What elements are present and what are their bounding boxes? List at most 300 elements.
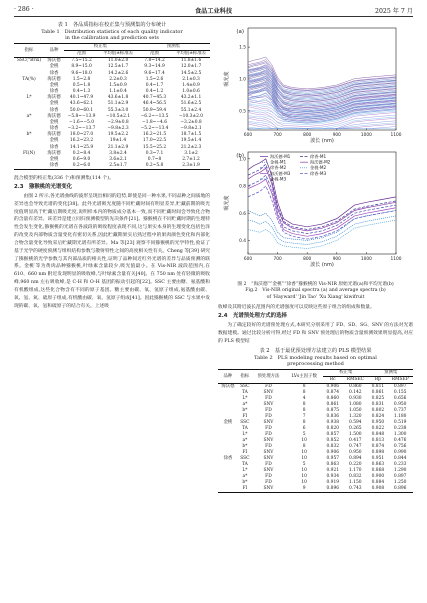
table-cell: −6.2~−13.5 <box>140 113 169 119</box>
table-cell: 50.0~60.1 <box>69 107 94 113</box>
panel-a-frame <box>248 28 396 130</box>
table-cell: 0.155 <box>393 390 407 396</box>
right-text <box>218 304 413 345</box>
table-cell: 徐香 <box>49 144 59 150</box>
table-cell: SSC <box>240 420 250 426</box>
table-cell: 0.813 <box>371 437 385 443</box>
table-cell: 3.6±2.1 <box>109 156 127 162</box>
table-cell: 1.050 <box>349 408 362 414</box>
table-cell: SSC <box>240 455 250 461</box>
table-cell: FD <box>265 443 272 449</box>
header-rule <box>14 16 413 17</box>
mean-spectrum-line <box>248 179 396 236</box>
table-row <box>14 58 210 65</box>
x-tick-label: 900 <box>332 257 341 262</box>
table-cell: 0.3~7.1 <box>145 150 164 156</box>
legend-label: 徐香-M1 <box>310 154 327 159</box>
table2-head-cal: 校正集 <box>323 370 368 377</box>
table-cell: 21.2±2.3 <box>180 144 202 150</box>
table-cell: 1.290 <box>393 467 407 473</box>
paragraph: 混合模型的校正集(336 个)和预测集(114 个)。 <box>14 176 114 182</box>
table-cell: 0.857 <box>326 431 340 437</box>
table-cell: 11.8±1.6 <box>180 58 202 64</box>
table-cell: L* <box>242 467 248 473</box>
table-cell: 金桃 <box>49 101 59 107</box>
table-cell: 金桃 <box>49 156 59 162</box>
table-cell: b* <box>26 132 32 138</box>
table-row <box>14 163 210 170</box>
table-cell: 1.4±0.9 <box>182 82 200 88</box>
x-tick-label: 1100 <box>390 257 402 262</box>
x-tick-label: 1000 <box>360 257 372 262</box>
table-row <box>218 486 413 492</box>
table-cell: 11.0±2.0 <box>107 58 129 64</box>
table2-head-pre: 预处理方法 <box>257 373 280 379</box>
table1-head-variety: 品种 <box>49 47 59 53</box>
table1-head-range: 范围 <box>150 51 159 57</box>
legend-label: 海沃德-M1 <box>270 154 291 159</box>
y-tick-label: 0.6 <box>239 211 246 217</box>
y-tick-label: 1.5 <box>239 45 246 51</box>
table-cell: 1.170 <box>349 467 362 473</box>
table-cell: 17.0~22.5 <box>142 138 167 144</box>
table2-head-lvs: LVs主因子数 <box>291 373 317 379</box>
table-cell: FD <box>265 414 272 420</box>
table-cell: 0.2~5.8 <box>145 162 164 168</box>
panel-a-ylabel: 吸光度 <box>224 71 230 87</box>
page-number: · 286 · <box>14 6 34 13</box>
table-cell: 0.656 <box>393 396 407 402</box>
table-cell: a* <box>242 473 248 479</box>
table1-head-index: 指标 <box>24 47 34 53</box>
table-cell: 0.860 <box>326 396 340 402</box>
table2-body <box>218 384 413 492</box>
table-cell: SNV <box>263 402 274 408</box>
table-cell: 40.7~45.3 <box>142 95 167 101</box>
table-cell: 5 <box>302 461 306 467</box>
legend-label: 金桃-M1 <box>270 159 287 165</box>
table-cell: 0.2~6.0 <box>72 162 91 168</box>
table-cell: 0.4~1.7 <box>145 82 164 88</box>
table2-title-cn: 表 2 基于最优预处理方法建立的 PLS 模型结果 <box>259 348 372 355</box>
table-cell: 1.150 <box>349 479 362 485</box>
table2-head-index: 指标 <box>240 373 250 379</box>
table1-title-en1: Table 1 Distribution statistics of each quality indicator <box>41 28 183 35</box>
table-cell: FD <box>265 426 272 432</box>
table-cell: −1.6~−5.0 <box>69 119 95 125</box>
table-cell: b* <box>242 408 248 414</box>
table-cell: 1.5~2.8 <box>72 76 91 82</box>
table-cell: 0.747 <box>349 443 362 449</box>
table1-head-range: 范围 <box>77 51 86 57</box>
table-cell: 1.250 <box>393 479 407 485</box>
table1-head-pred: 预测集 <box>137 44 210 51</box>
table-cell: 1.5~2.6 <box>145 76 164 82</box>
table-cell: 金桃 <box>223 420 233 426</box>
table-cell: 徐香 <box>49 107 59 113</box>
table-cell: 51.6±2.5 <box>180 101 202 107</box>
mean-spectrum-line <box>248 210 396 240</box>
table-cell: 7.5~15.2 <box>71 58 92 64</box>
table-cell: SSC(°Brix) <box>16 58 42 64</box>
table-cell: 1.500 <box>349 431 362 437</box>
table2 <box>218 369 413 492</box>
table-cell: 0.852 <box>326 437 340 443</box>
table2-head-rmsep: RMSEP <box>391 377 409 383</box>
table-cell: 40.1~47.9 <box>69 95 94 101</box>
mean-spectrum-line <box>248 216 396 245</box>
table-cell: 徐香 <box>223 455 233 461</box>
table-cell: 46.4~56.5 <box>142 101 167 107</box>
table-cell: −9.8±2.3 <box>107 126 129 132</box>
table-cell: 0.811 <box>371 384 385 390</box>
table-cell: 14.2±2.6 <box>107 70 129 76</box>
table-cell: 55.1±2.4 <box>180 107 202 113</box>
table-cell: 0.951 <box>371 455 385 461</box>
table-cell: TA <box>241 390 248 396</box>
table-cell: 43.2±1.1 <box>180 95 202 101</box>
table-cell: 金桃 <box>49 119 59 125</box>
table-cell: 14.1~25.9 <box>69 144 94 150</box>
legend-label: 徐香-M3 <box>310 170 327 176</box>
table-cell: −5.8~−13.9 <box>67 113 96 119</box>
y-tick-label: 1.0 <box>239 157 246 163</box>
table-cell: −1.8~−4.6 <box>142 119 168 125</box>
table-cell: 10 <box>301 455 307 461</box>
section-heading-2-3: 2.3 猕猴桃的光谱变化 <box>14 183 73 190</box>
table-cell: 0.4~1.3 <box>72 89 91 95</box>
right-column <box>218 22 413 493</box>
x-tick-label: 800 <box>303 133 312 138</box>
table-cell: 0.4~1.2 <box>145 89 164 95</box>
table-cell: 0.896 <box>326 485 340 491</box>
table2-title-en2: preprocessing method <box>287 361 344 368</box>
table-cell: 9.6~18.0 <box>71 70 92 76</box>
table-cell: a* <box>26 113 32 119</box>
table-cell: FI <box>242 449 248 455</box>
table-cell: 徐香 <box>49 70 59 76</box>
table-cell: 0.756 <box>393 443 407 449</box>
table-cell: FD <box>265 396 272 402</box>
table-cell: 0.921 <box>326 467 340 473</box>
table-cell: 0.802 <box>371 408 385 414</box>
table-cell: 7.8~14.2 <box>144 58 165 64</box>
table-cell: TA(%) <box>22 76 36 82</box>
table-cell: FD <box>265 384 272 390</box>
table-cell: SNV <box>263 449 274 455</box>
table-cell: 18.0~27.0 <box>69 132 94 138</box>
table-cell: 0.863 <box>326 461 340 467</box>
table-cell: 10 <box>301 449 307 455</box>
table-cell: 徐香 <box>49 89 59 95</box>
table1-title-en2: in the calibration and prediction sets <box>65 34 159 41</box>
table-cell: SNV <box>263 390 274 396</box>
table-cell: 10 <box>301 473 307 479</box>
table-cell: 海沃德 <box>47 113 61 119</box>
paragraph: 由图 2 所示,各光谱曲线的波形呈现出相同的趋势,即使是同一种水果,不同品种之间质地的差异也会导致光谱的变化[38]。此外光谱吸光度随不同贮藏时间有明显差异,贮藏前期的吸光度值明显高于贮藏后期吸光度,说明样本内的物质成分基本一致,而不同贮藏时间会导致化合物的含量有差异。该差异是建立同归预测模型的先决条件[21]。猕猴桃在不同贮藏时期的生理特性会发生变化,猕猴桃的光谱在各波段的吸收程度表现不同,这与果实本身的生理变化包括色泽的改变及内部物质含量变化有密切关系,因此贮藏期果实后熟过程中的果肉颜色变化和内部化合物含量变化导致采后贮藏期光谱有所差异。Ma 等[23] 观察不同猕猴桃的光学特性,验证了基于光学的硬度预测与组织结构参数与散射特性之间的高度相关性有关。Cheng 等[39] 研究了猕猴桃的光学参数与其内部品质的相关性,证明了品种间近红外光谱的差异与品质预测的联系。金桃′等为黄肉品种猕猴桃,叶绿素含量较少,吸光值最小。在 Vis-NIR 波段范围内,在 610、660 nm 附近发现明显的吸收峰,与叶绿素含量有关[40]。在 750 nm 处有轻微的吸收峰,960 nm 左右吸收峰,是 C-H 和 O-H 基团的振动引起的[22]。SSC 主要由糖、氨基酸和有机酸组成,这些化合物含有不同的原子基团。糖主要由碳、氧、氢原子组成,氨基酸由碳、氧、氢、氮、硫原子组成,有机酸由碳、氧、氢原子组成[41]。因此猕猴桃的 SSC 与水果中发现的碳、氧、氢和硫原子的结合有关。上述吸 <box>14 193 210 309</box>
table-cell: L* <box>26 95 32 101</box>
table-cell: 8 <box>302 384 306 390</box>
table-cell: −10.5±2.1 <box>105 113 131 119</box>
y-tick-label: 0.5 <box>239 109 246 115</box>
left-column <box>14 22 210 310</box>
table-cell: SNV <box>263 467 274 473</box>
legend-label: 海沃德-M2 <box>310 159 331 165</box>
table-cell: SNV <box>263 485 274 491</box>
table-cell: 0.950 <box>371 420 385 426</box>
table-cell: 0.874 <box>326 390 340 396</box>
table2-head-rc: Rc <box>329 377 336 383</box>
table-cell: 0.737 <box>393 408 407 414</box>
table-cell: −2.9±0.8 <box>107 119 129 125</box>
table-cell: 0.897 <box>393 384 407 390</box>
table-cell: 0.894 <box>349 455 362 461</box>
table-cell: −3.2±0.8 <box>180 119 202 125</box>
table-cell: SNV <box>263 455 274 461</box>
table-cell: a* <box>242 437 248 443</box>
table-cell: 0.5~1.8 <box>72 82 91 88</box>
table-cell: 10 <box>301 467 307 473</box>
table-cell: 8.9~15.0 <box>71 64 92 70</box>
table-cell: SSC <box>240 384 250 390</box>
table-cell: 0.265 <box>349 426 362 432</box>
issue-date: 2025 年 7 月 <box>375 8 413 15</box>
table-cell: 1.080 <box>349 402 362 408</box>
table-cell: 0.832 <box>326 443 340 449</box>
legend-label: 金桃-M3 <box>270 176 287 182</box>
table1 <box>14 43 210 170</box>
table-cell: SNV <box>263 437 274 443</box>
table1-head-cal: 校正集 <box>64 44 137 51</box>
table-cell: FD <box>265 408 272 414</box>
table-cell: 8 <box>302 443 306 449</box>
table-cell: 21.1±2.9 <box>107 144 129 150</box>
table-cell: 10 <box>301 437 307 443</box>
table-cell: 3.1±2 <box>184 150 198 156</box>
y-tick-label: 1.0 <box>239 77 246 83</box>
y-tick-label: 0.8 <box>239 184 246 190</box>
table-cell: 0.142 <box>349 390 362 396</box>
table-cell: 9.3~14.9 <box>144 64 165 70</box>
table-cell: 0.824 <box>371 414 385 420</box>
table-cell: 2.3±1.9 <box>182 162 200 168</box>
table-cell: −3.2~−13.7 <box>67 126 96 132</box>
table-cell: FI(N) <box>22 150 36 156</box>
table2-head-rmsec: RMSEC <box>346 377 365 383</box>
figure2-caption-en2: of 'Hayward' 'Jin Tao' 'Xu Xiang' kiwifruit <box>266 294 365 300</box>
x-tick-label: 1100 <box>390 133 402 138</box>
table-cell: 海沃德 <box>47 95 61 101</box>
table1-title-cn: 表 1 各品质指标在校正集与预测集的分布统计 <box>57 22 167 28</box>
table-cell: 0.875 <box>326 408 340 414</box>
table2-head-variety: 品种 <box>223 373 233 379</box>
section-heading-2-4: 2.4 光谱预处理方式的选择 <box>218 313 287 320</box>
table-cell: 16.2~21.5 <box>142 132 167 138</box>
table-cell: 18.7±1.5 <box>180 132 202 138</box>
table-cell: FD <box>265 473 272 479</box>
journal-name: 食品工业科技 <box>194 8 233 15</box>
x-tick-label: 1000 <box>360 133 372 138</box>
table-cell: 8 <box>302 402 306 408</box>
table-cell: 7 <box>302 414 306 420</box>
table-cell: 0.861 <box>326 402 340 408</box>
table-cell: 0.930 <box>349 396 362 402</box>
table-cell: 0.860 <box>349 384 362 390</box>
table-cell: 0.844 <box>393 455 407 461</box>
mean-spectrum-line <box>248 186 396 239</box>
table-cell: 金桃 <box>49 138 59 144</box>
legend-label: 海沃德-M3 <box>270 170 291 176</box>
table1-head-mean: 平均值±标准差 <box>103 51 134 57</box>
table-cell: 8 <box>302 420 306 426</box>
figure2-chart <box>218 22 413 277</box>
table-cell: 9.6~17.4 <box>144 70 165 76</box>
table-cell: 海沃德 <box>47 150 61 156</box>
table-cell: 43.6~62.1 <box>69 101 94 107</box>
legend-label: 徐香-M2 <box>270 165 287 171</box>
table-cell: 1.320 <box>349 414 362 420</box>
table-cell: b* <box>242 479 248 485</box>
table-cell: 2.2±0.3 <box>109 76 127 82</box>
table-cell: 1.5±0.9 <box>109 82 127 88</box>
legend-label: 金桃-M2 <box>310 165 327 171</box>
table-cell: 0.990 <box>393 449 407 455</box>
table-cell: 0.832 <box>349 473 362 479</box>
paragraph: 收峰及其附近波长范围内的光谱强度可以反映这些原子组合的组成和数量。 <box>218 305 375 311</box>
table-cell: 19.5±2.2 <box>107 132 129 138</box>
table-cell: 0.906 <box>326 449 340 455</box>
table-cell: TA <box>241 426 248 432</box>
figure2-caption-cn: 图 2 “海沃德”“金桃”“徐香”猕猴桃的 Vis-NIR 原始光谱(a)和平均光谱(b) <box>237 282 394 287</box>
table-cell: 0.822 <box>371 426 385 432</box>
table-cell: 0.906 <box>326 384 340 390</box>
table-cell: −10.3±2.0 <box>178 113 204 119</box>
x-tick-label: 800 <box>303 257 312 262</box>
table-cell: 0.825 <box>371 396 385 402</box>
table-cell: 0.820 <box>326 426 340 432</box>
table-cell: 2.7±1.2 <box>182 156 200 162</box>
x-tick-label: 600 <box>243 133 253 138</box>
mean-spectrum-line <box>248 175 396 233</box>
table-cell: 0.863 <box>371 461 385 467</box>
table-cell: 12.0±1.7 <box>180 64 202 70</box>
table-cell: FD <box>265 461 272 467</box>
x-tick-label: 700 <box>273 257 282 262</box>
table-cell: 10 <box>301 479 307 485</box>
table-cell: 0.898 <box>371 449 385 455</box>
table-cell: 9 <box>302 485 306 491</box>
table-cell: 1.180 <box>393 414 407 420</box>
table-cell: 0.934 <box>326 473 340 479</box>
left-text <box>14 175 210 310</box>
table-cell: SNV <box>263 420 274 426</box>
table-cell: 16.2~23.2 <box>69 138 94 144</box>
table-cell: 8 <box>302 408 306 414</box>
panel-b-ylabel: 吸光度 <box>224 195 230 211</box>
table-cell: 0.900 <box>371 473 385 479</box>
table-cell: 3.8±2.4 <box>109 150 127 156</box>
table-cell: 0.919 <box>326 479 340 485</box>
table-cell: 0.908 <box>371 485 385 491</box>
table-cell: 2.5±1.7 <box>109 162 127 168</box>
table-cell: 55.3±3.0 <box>107 107 129 113</box>
table-cell: 0.831 <box>371 402 385 408</box>
table-cell: 0.594 <box>349 420 362 426</box>
table-cell: 0.2~8.4 <box>72 150 91 156</box>
table-cell: 0.7~8 <box>147 156 162 162</box>
table-cell: 0.476 <box>393 437 407 443</box>
table-cell: 1.0±0.6 <box>182 89 200 95</box>
table-cell <box>14 163 44 170</box>
table-cell <box>218 486 238 492</box>
table-cell: 海沃德 <box>47 76 61 82</box>
table-cell: 6 <box>302 426 306 432</box>
table-cell: 1.1±0.4 <box>109 89 127 95</box>
table-cell: 海沃德 <box>47 132 61 138</box>
table-cell: FD <box>265 431 272 437</box>
table-cell: 5 <box>302 431 306 437</box>
figure2-caption-en1: Fig.2 Vis-NIR original spectra (a) and average spectra (b) <box>245 288 386 294</box>
table-cell: FI <box>242 485 248 491</box>
table-cell: 0.884 <box>371 479 385 485</box>
table2-title-en1: Table 2 PLS modeling results based on optimal <box>254 355 377 362</box>
panel-a-xlabel: 波长 (nm) <box>310 138 334 144</box>
table-cell: FD <box>265 479 272 485</box>
panel-b-label: (b) <box>236 153 244 159</box>
table-cell: 4 <box>302 396 306 402</box>
table-cell: 0.417 <box>349 437 362 443</box>
table-cell: 0.868 <box>371 467 385 473</box>
table-cell: −9.8±2.1 <box>180 126 202 132</box>
table-cell: L* <box>242 431 248 437</box>
table-cell: 51.1±2.9 <box>107 101 129 107</box>
panel-b-xlabel: 波长 (nm) <box>310 262 334 268</box>
table-cell: L* <box>242 396 248 402</box>
table1-body <box>14 58 210 170</box>
table-cell: 50.9~59.4 <box>142 107 167 113</box>
table-cell: 0.238 <box>393 426 407 432</box>
table-cell: −5.2~−13.4 <box>140 126 169 132</box>
table-cell: 0.957 <box>326 455 340 461</box>
table1-head-mean: 平均值±标准差 <box>176 51 207 57</box>
table-cell: 0.896 <box>393 485 407 491</box>
table-cell: 徐香 <box>49 126 59 132</box>
table-cell: 0.848 <box>371 431 385 437</box>
table-cell: 1.300 <box>393 431 407 437</box>
panel-a-label: (a) <box>236 29 244 35</box>
x-tick-label: 900 <box>332 133 341 138</box>
table2-head-rp: Rp <box>374 377 381 383</box>
table-cell: 0.861 <box>371 390 385 396</box>
table-cell: 0.836 <box>326 414 340 420</box>
table-cell: 14.5±2.5 <box>180 70 202 76</box>
x-tick-label: 600 <box>243 257 253 262</box>
table-cell: 15.5~25.2 <box>142 144 167 150</box>
paragraph: 为了确定较好的光谱预处理方式,本研究分别采用了 FD、SD、SG、SNV 的方法对光谱数据建模。通过比较分析可得,经过 FD 和 SNV 预处理后的物质含量预测效果明显提高,对应的 PLS 模型结 <box>218 322 413 344</box>
table-cell: 0.897 <box>393 473 407 479</box>
table-cell: b* <box>242 443 248 449</box>
table-cell: 0.743 <box>349 485 362 491</box>
table-cell: 海沃德 <box>47 58 61 64</box>
table-cell: 0.519 <box>393 420 407 426</box>
table-cell: 12.5±1.7 <box>107 64 129 70</box>
table-cell: 0.874 <box>371 443 385 449</box>
table-cell: TA <box>241 461 248 467</box>
table-cell: 2.1±0.3 <box>182 76 200 82</box>
table-cell: 0.6~9.0 <box>72 156 91 162</box>
table-cell: 8 <box>302 390 306 396</box>
table-cell: 0.220 <box>349 461 362 467</box>
